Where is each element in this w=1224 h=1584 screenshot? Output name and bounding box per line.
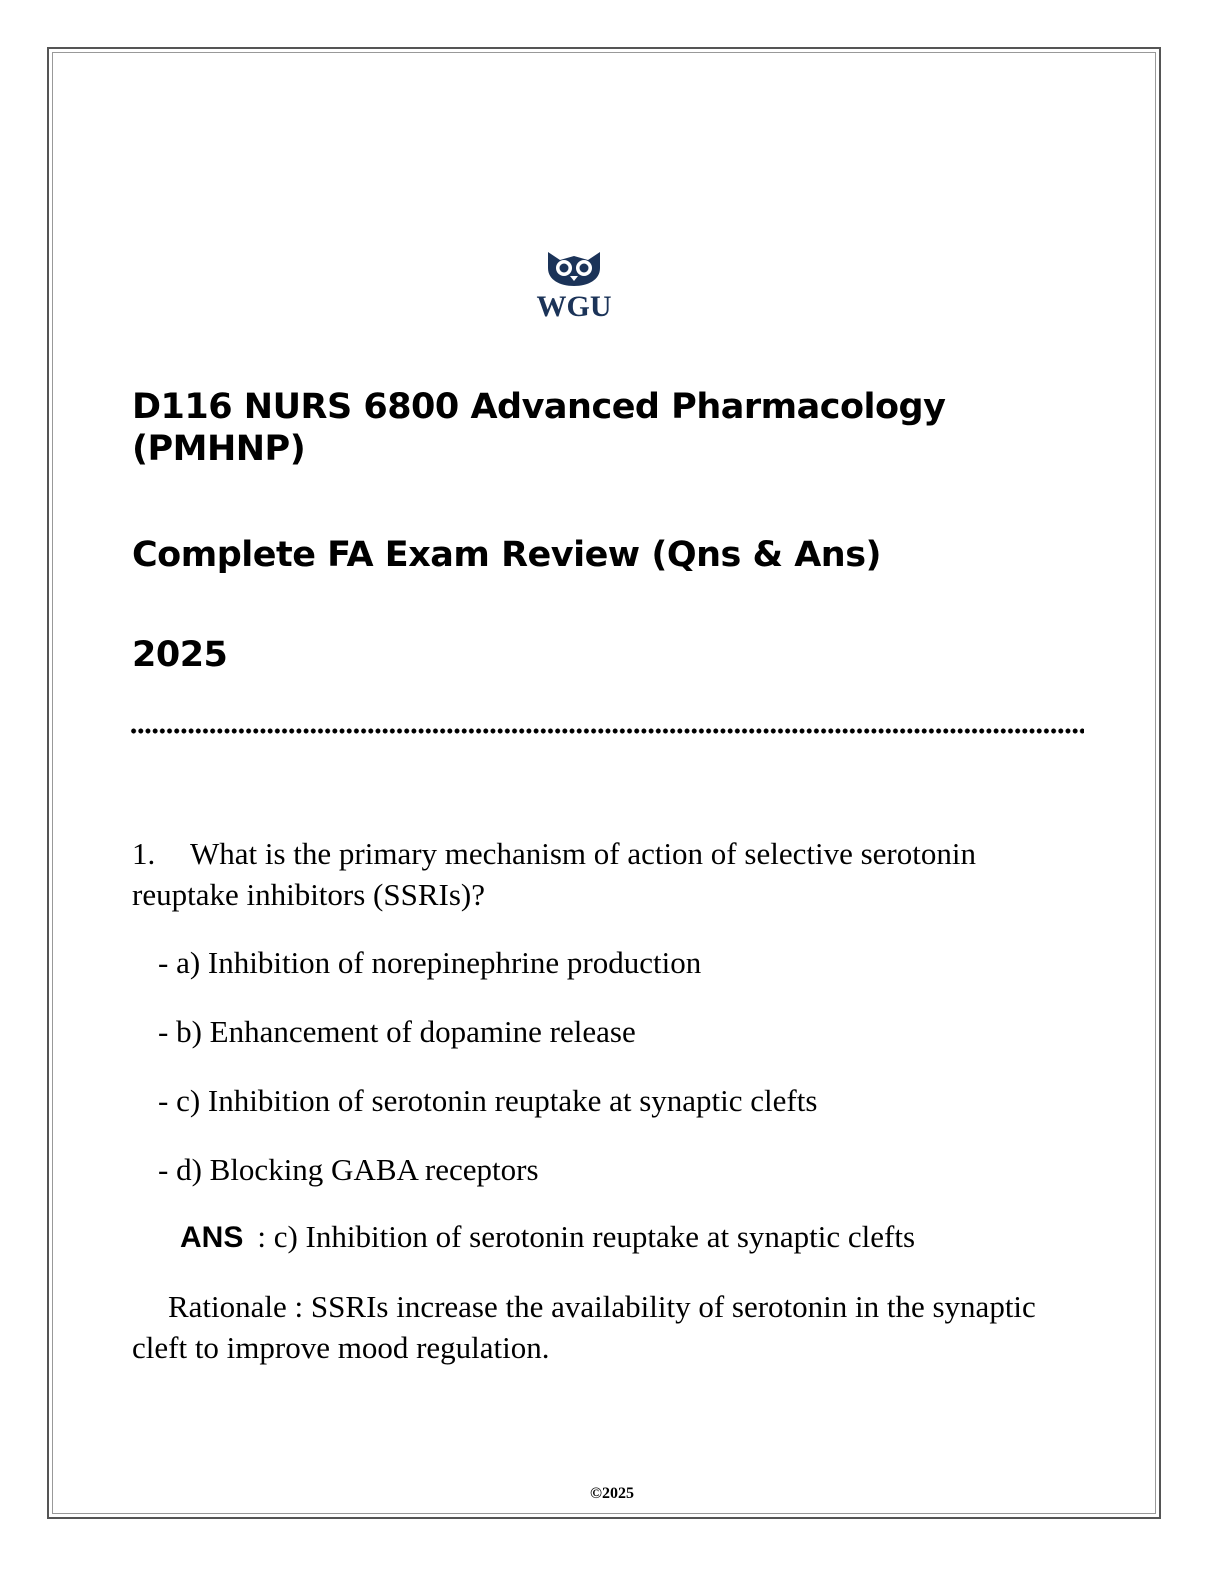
- option-d: - d) Blocking GABA receptors: [158, 1152, 539, 1187]
- rationale: [132, 1286, 1062, 1368]
- answer-text: : c) Inhibition of serotonin reuptake at synaptic clefts: [257, 1219, 916, 1254]
- copyright-footer: ©2025: [590, 1485, 634, 1502]
- owl-icon: [548, 252, 600, 286]
- answer-label: ANS: [180, 1221, 244, 1254]
- option-b: - b) Enhancement of dopamine release: [158, 1014, 636, 1049]
- option-a: - a) Inhibition of norepinephrine production: [158, 945, 702, 980]
- wgu-logo-text: WGU: [536, 290, 612, 322]
- rationale-text: Rationale : SSRIs increase the availability of serotonin in the synaptic cleft to improve mood regulation.: [132, 1289, 1036, 1365]
- wgu-logo: [524, 246, 624, 322]
- document-year: 2025: [132, 635, 228, 675]
- answer-line: [180, 1216, 915, 1258]
- question-number: 1.: [132, 836, 156, 871]
- dotted-divider: [130, 727, 1084, 735]
- option-c: - c) Inhibition of serotonin reuptake at synaptic clefts: [158, 1083, 818, 1118]
- question-body: What is the primary mechanism of action of selective serotonin reuptake inhibitors (SSRIs)?: [132, 836, 976, 912]
- question-text: [132, 833, 1032, 915]
- document-title: D116 NURS 6800 Advanced Pharmacology (PMHNP): [132, 387, 946, 469]
- document-subtitle: Complete FA Exam Review (Qns & Ans): [132, 535, 882, 575]
